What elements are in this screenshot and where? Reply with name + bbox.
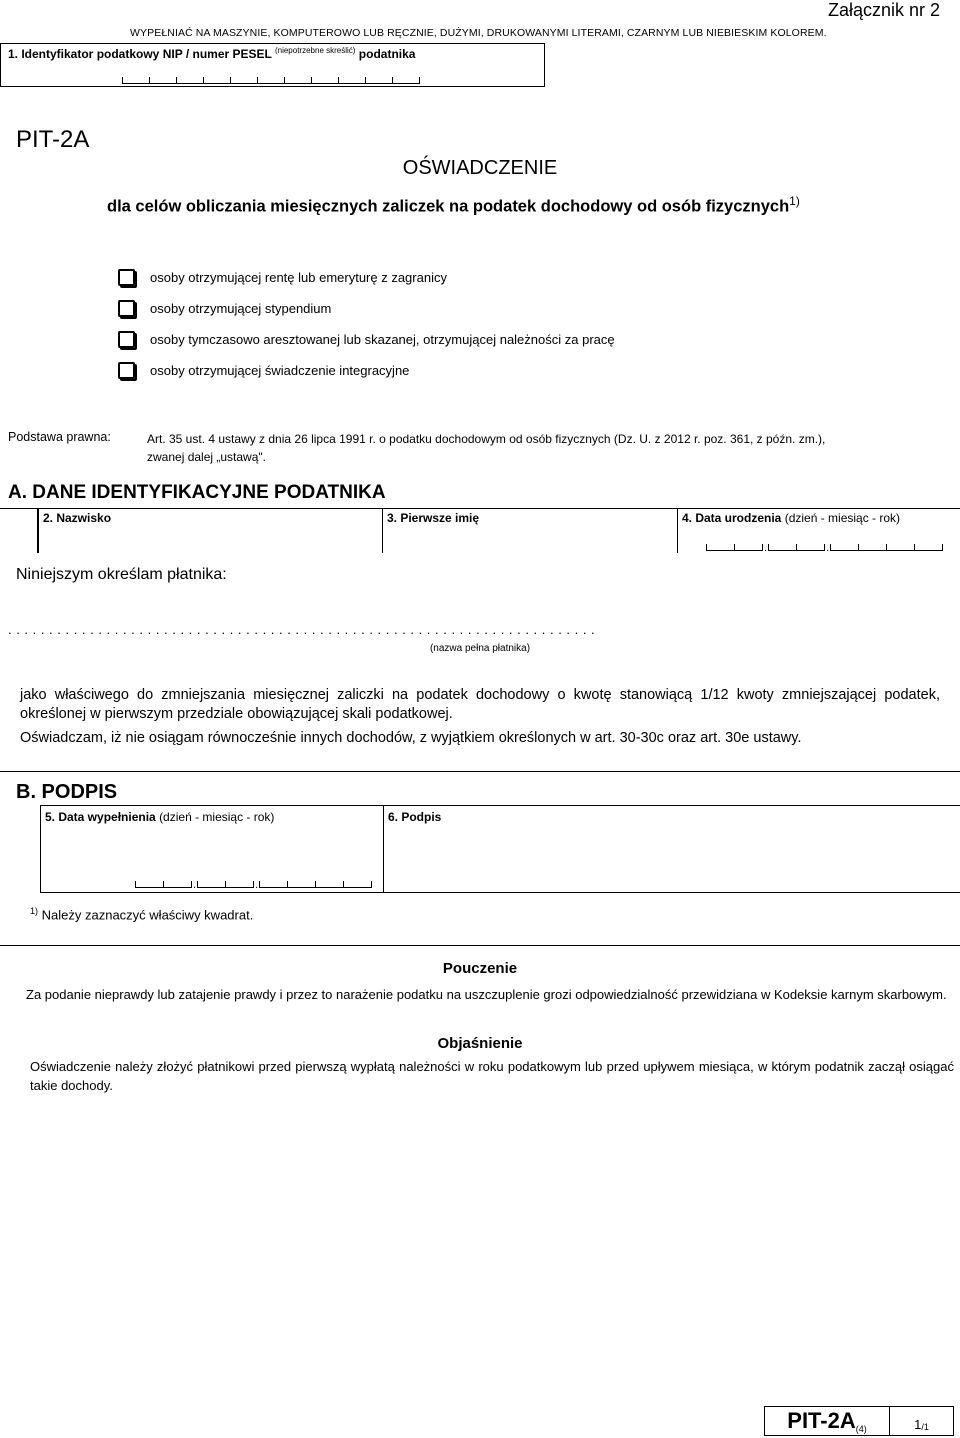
option-label: osoby otrzymującej rentę lub emeryturę z zagranicy [150,270,447,285]
stamp-form-code [765,1407,890,1435]
footnote-text: Należy zaznaczyć właściwy kwadrat. [41,907,254,923]
nip-label [8,46,415,61]
legal-basis-line2: zwanej dalej „ustawą". [147,450,266,464]
form-subtitle-ref: 1) [789,194,800,208]
option-label: osoby otrzymującej świadczenie integracyjne [150,363,410,378]
payer-name-line[interactable]: ........................................................................ [8,622,600,637]
nip-label-note: (niepotrzebne skreślić) [274,46,356,55]
statement-paragraph-2: Oświadczam, iż nie osiągam równocześnie innych dochodów, z wyjątkiem określonych w art. 30-30c oraz art. 30e ustawy. [20,730,802,746]
form-code: PIT-2A [16,126,90,153]
checkbox-icon[interactable] [118,300,135,317]
fill-date-hint: (dzień - miesiąc - rok) [159,810,275,824]
option-label: osoby tymczasowo aresztowanej lub skazanej, otrzymującej należności za pracę [150,332,615,347]
stamp-version: (4) [855,1424,867,1434]
form-title: OŚWIADCZENIE [402,157,558,179]
surname-label: 2. Nazwisko [43,511,112,525]
fill-date-field[interactable] [40,805,384,893]
option-label: osoby otrzymującej stypendium [150,301,332,316]
footnote-ref: 1) [30,906,39,916]
legal-basis-line1: Art. 35 ust. 4 ustawy z dnia 26 lipca 1991 r. o podatku dochodowym od osób fizycznych (Dz. U. z 2012 r. poz. 361, z późn. zm.), [147,432,826,446]
option-integration-benefit[interactable] [118,355,615,386]
legal-basis-text [147,430,947,466]
stamp-code: PIT-2A [787,1408,856,1433]
fill-date-comb[interactable]: . . [135,881,372,889]
pouczenie-title: Pouczenie [442,960,518,977]
signature-label: 6. Podpis [388,810,442,824]
first-name-field[interactable] [383,508,678,553]
annex-label: Załącznik nr 2 [827,0,940,20]
objasnienie-title: Objaśnienie [437,1035,523,1052]
table-gutter [0,508,38,553]
notes-divider [0,945,960,946]
option-detained[interactable] [118,324,615,355]
form-subtitle-text: dla celów obliczania miesięcznych zaliczek na podatek dochodowy od osób fizycznych [107,197,790,216]
stamp-total: /1 [921,1422,929,1432]
surname-field[interactable] [38,508,383,553]
nip-label-tail: podatnika [358,47,416,61]
nip-label-main: 1. Identyfikator podatkowy NIP / numer PESEL [8,47,272,61]
signature-field[interactable] [383,805,960,893]
nip-digit-comb[interactable] [122,77,420,84]
section-a-title: A. DANE IDENTYFIKACYJNE PODATNIKA [8,482,386,503]
stamp-page-number [890,1407,953,1435]
fill-date-label: 5. Data wypełnienia [45,810,156,824]
objasnienie-text: Oświadczenie należy złożyć płatnikowi przed pierwszą wypłatą należności w roku podatkowym lub przed upływem miesiąca, w którym podatnik zaczął osiągać takie dochody. [30,1059,954,1093]
footnote [30,906,253,922]
page-stamp [764,1406,954,1436]
checkbox-icon[interactable] [118,362,135,379]
section-b-title: B. PODPIS [16,781,118,803]
birth-date-label: 4. Data urodzenia [682,511,782,525]
checkbox-icon[interactable] [118,269,135,286]
first-name-label: 3. Pierwsze imię [387,511,480,525]
legal-basis-label: Podstawa prawna: [8,430,111,444]
fill-instructions: WYPEŁNIAĆ NA MASZYNIE, KOMPUTEROWO LUB RĘCZNIE, DUŻYMI, DRUKOWANYMI LITERAMI, CZARNYM LUB NIEBIESKIM KOLOREM. [130,27,827,39]
birth-date-hint: (dzień - miesiąc - rok) [784,511,901,525]
option-scholarship[interactable] [118,293,615,324]
birth-date-comb[interactable]: . . [706,544,943,552]
pouczenie-text: Za podanie nieprawdy lub zatajenie prawdy i przez to narażenie podatku na uszczuplenie grozi odpowiedzialność przewidziana w Kodeksie karnym skarbowym. [26,987,947,1002]
checkbox-icon[interactable] [118,331,135,348]
option-pension-abroad[interactable] [118,262,615,293]
taxpayer-type-options [118,262,615,386]
statement-paragraph-1: jako właściwego do zmniejszania miesięcznej zaliczki na podatek dochodowy o kwotę stanowiącą 1/12 kwoty zmniejszającej podatek, określonej w pierwszym przedziale obowiązującej skali podatkowej. [20,687,940,722]
form-subtitle [107,194,800,217]
payer-intro: Niniejszym określam płatnika: [16,566,227,583]
section-b-divider [0,771,960,772]
stamp-page: 1 [914,1417,922,1432]
payer-name-caption: (nazwa pełna płatnika) [429,643,531,654]
